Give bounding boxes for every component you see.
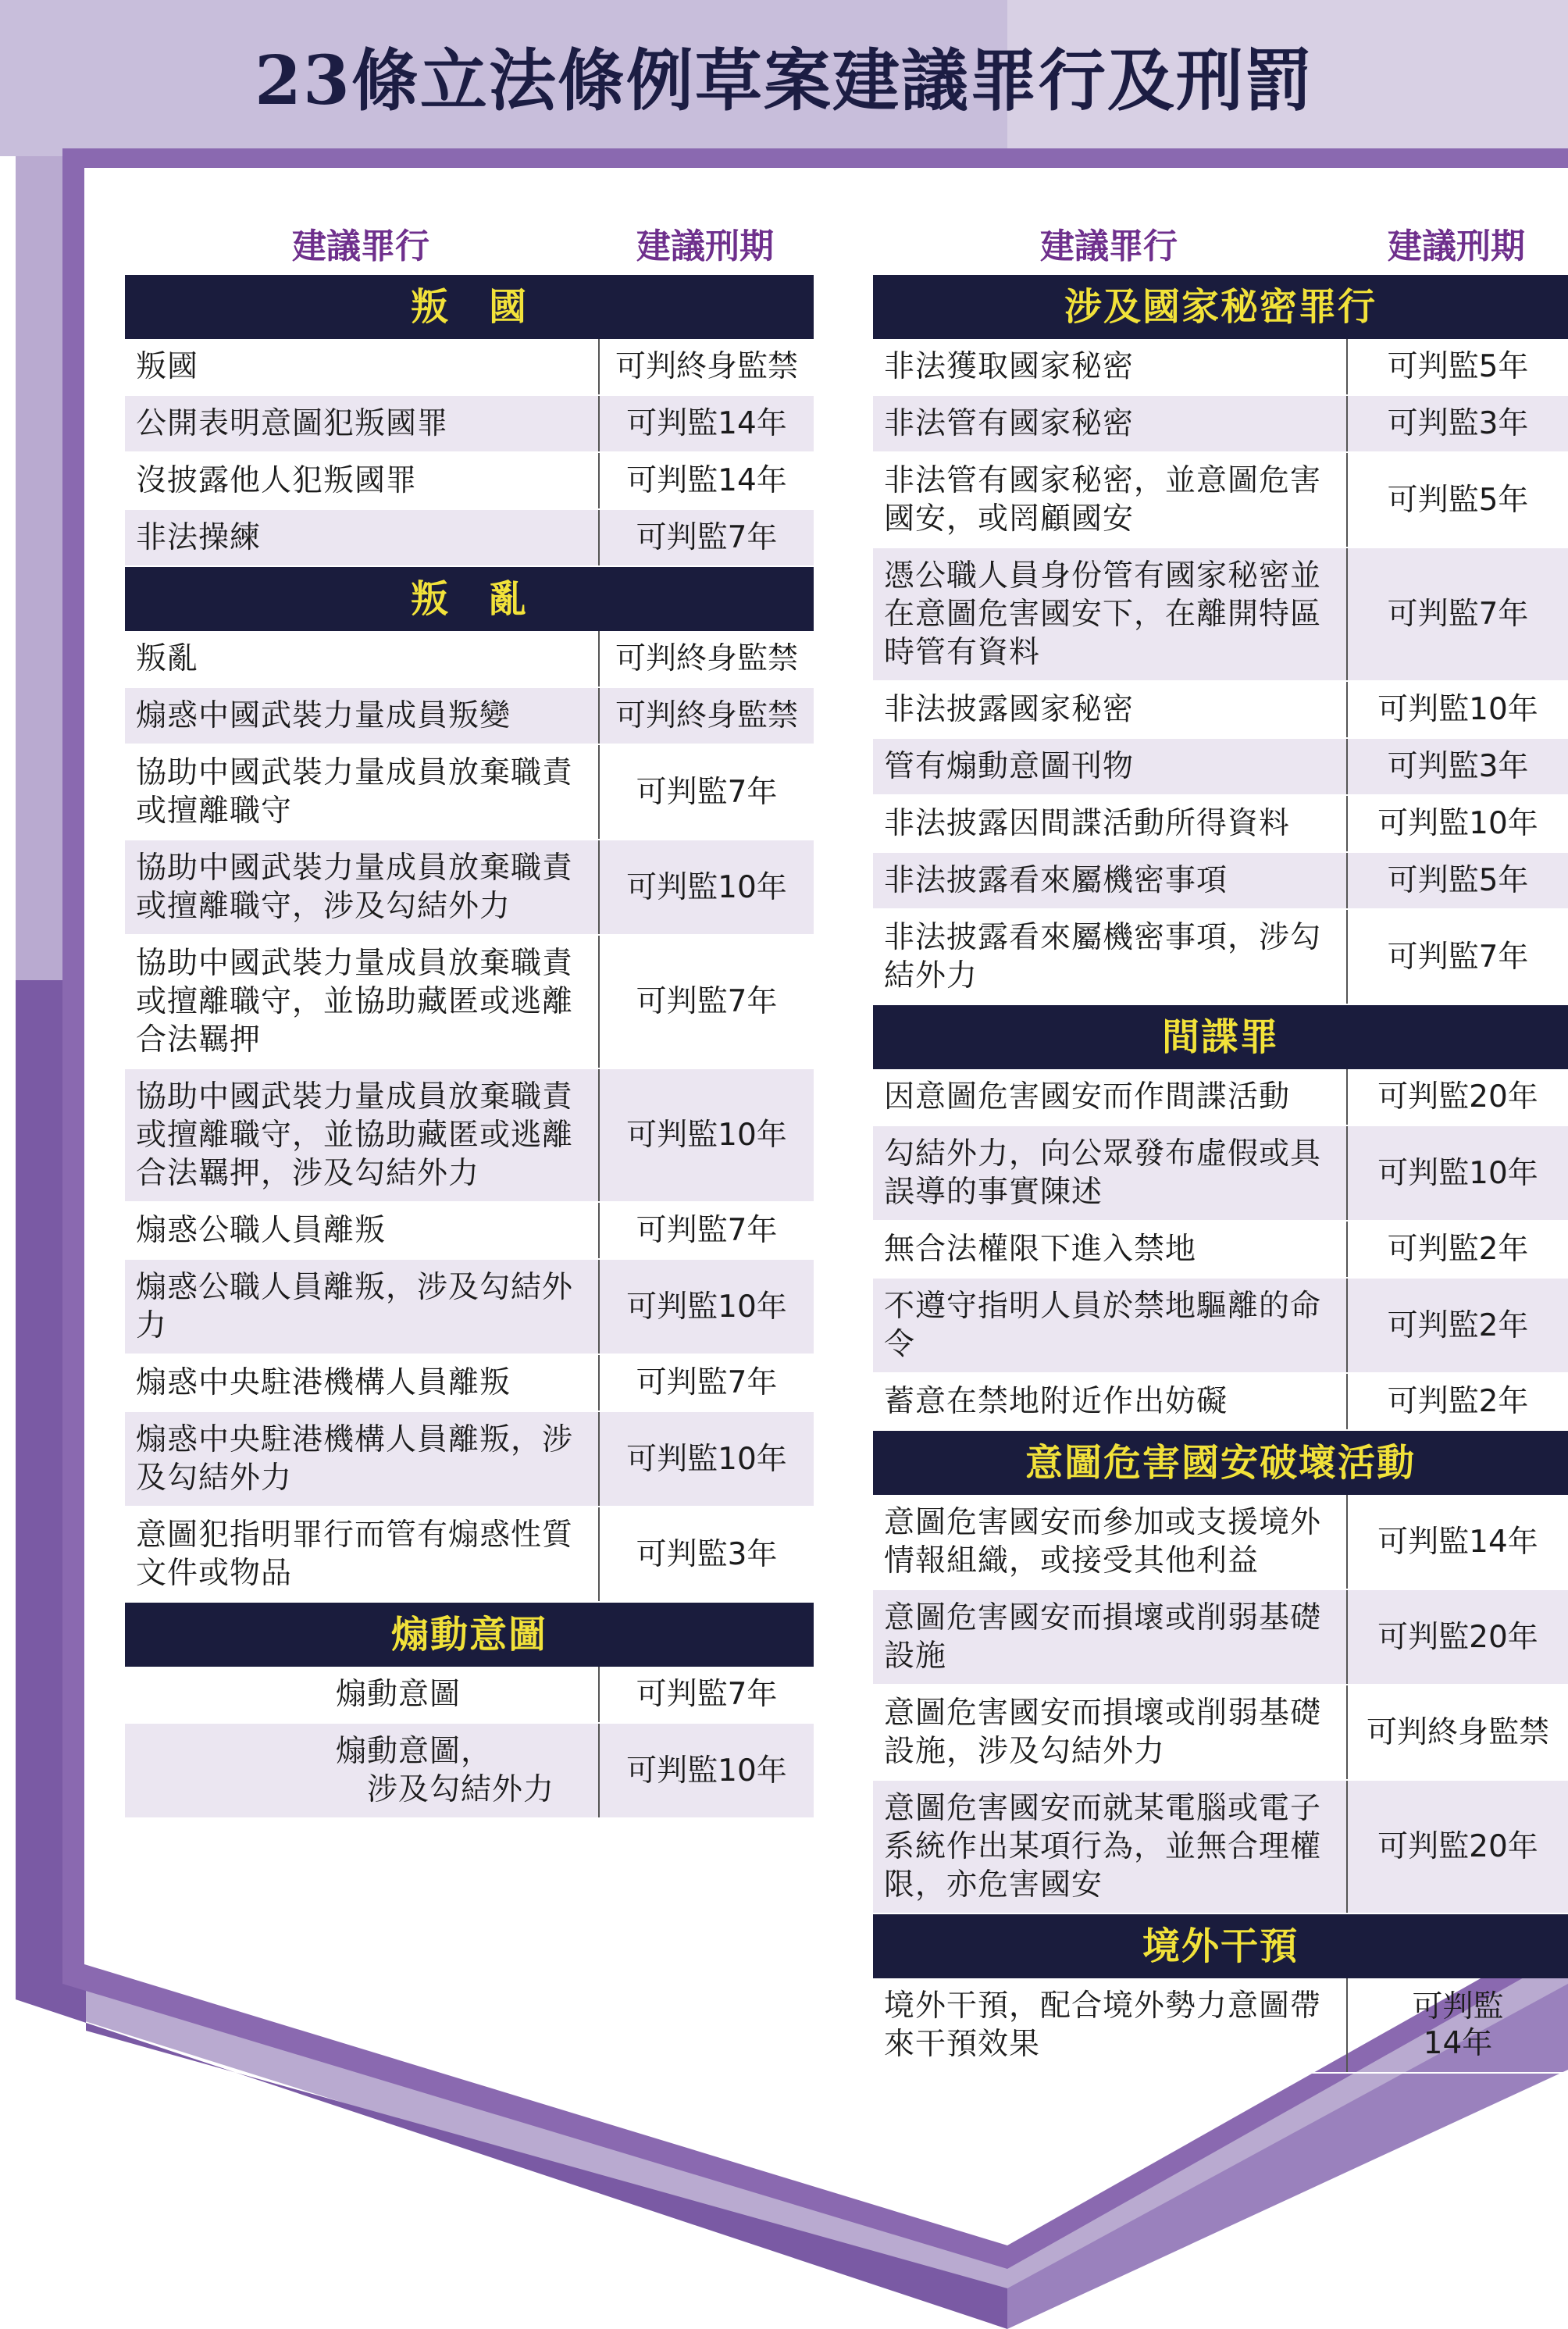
right-table bbox=[873, 211, 1568, 2074]
table-row bbox=[125, 840, 814, 936]
penalty-cell: 可判監10年 bbox=[598, 1724, 814, 1817]
offence-cell: 煽動意圖， 涉及勾結外力 bbox=[336, 1734, 555, 1807]
penalty-cell: 可判監5年 bbox=[1346, 453, 1568, 547]
table-row bbox=[873, 453, 1568, 548]
section-heading: 間諜罪 bbox=[873, 1005, 1568, 1069]
table-row bbox=[125, 936, 814, 1069]
offence-cell: 勾結外力，向公眾發布虛假或具誤導的事實陳述 bbox=[884, 1136, 1322, 1210]
table-row bbox=[873, 1374, 1568, 1431]
table-row bbox=[125, 1260, 814, 1355]
penalty-cell: 可判監7年 bbox=[598, 510, 814, 565]
table-row bbox=[125, 339, 814, 396]
section-heading: 意圖危害國安破壞活動 bbox=[873, 1431, 1568, 1495]
offence-cell: 煽惑中央駐港機構人員離叛，涉及勾結外力 bbox=[136, 1422, 574, 1496]
offence-cell: 非法披露看來屬機密事項，涉勾結外力 bbox=[884, 920, 1322, 993]
penalty-cell: 可判監20年 bbox=[1346, 1069, 1568, 1125]
penalty-cell: 可判監20年 bbox=[1346, 1590, 1568, 1684]
penalty-cell: 可判終身監禁 bbox=[598, 339, 814, 394]
offence-cell: 非法操練 bbox=[136, 520, 262, 555]
offence-cell: 煽惑中國武裝力量成員叛變 bbox=[136, 698, 511, 733]
offence-cell: 憑公職人員身份管有國家秘密並在意圖危害國安下，在離開特區時管有資料 bbox=[884, 558, 1322, 670]
table-header bbox=[125, 211, 814, 275]
table-row bbox=[125, 745, 814, 840]
penalty-cell: 可判終身監禁 bbox=[598, 631, 814, 687]
penalty-cell: 可判監10年 bbox=[598, 840, 814, 934]
penalty-cell: 可判終身監禁 bbox=[598, 688, 814, 744]
table-row bbox=[125, 631, 814, 688]
table-row bbox=[873, 1069, 1568, 1126]
penalty-cell: 可判監10年 bbox=[1346, 682, 1568, 737]
table-row bbox=[125, 453, 814, 510]
penalty-cell: 可判監10年 bbox=[598, 1260, 814, 1354]
table-row bbox=[873, 739, 1568, 796]
offence-cell: 不遵守指明人員於禁地驅離的命令 bbox=[884, 1289, 1322, 1362]
table-row bbox=[873, 1978, 1568, 2074]
penalty-cell: 可判監7年 bbox=[598, 745, 814, 839]
offence-cell: 煽惑公職人員離叛 bbox=[136, 1213, 387, 1248]
penalty-cell: 可判監7年 bbox=[598, 1203, 814, 1258]
offence-cell: 意圖犯指明罪行而管有煽惑性質文件或物品 bbox=[136, 1518, 574, 1591]
penalty-cell: 可判監2年 bbox=[1346, 1374, 1568, 1429]
table-row bbox=[873, 1590, 1568, 1685]
table-row bbox=[125, 1069, 814, 1203]
penalty-cell: 可判監10年 bbox=[1346, 1126, 1568, 1220]
penalty-cell: 可判監3年 bbox=[1346, 396, 1568, 451]
table-row bbox=[873, 1781, 1568, 1914]
penalty-cell: 可判監10年 bbox=[598, 1069, 814, 1201]
penalty-cell: 可判監5年 bbox=[1346, 339, 1568, 394]
section-heading: 叛 國 bbox=[125, 275, 814, 339]
penalty-cell: 可判監2年 bbox=[1346, 1222, 1568, 1277]
penalty-cell: 可判監7年 bbox=[598, 1355, 814, 1411]
offence-cell: 非法獲取國家秘密 bbox=[884, 349, 1135, 384]
penalty-cell: 可判終身監禁 bbox=[1346, 1685, 1568, 1779]
penalty-cell: 可判監 14年 bbox=[1346, 1978, 1568, 2072]
offence-cell: 非法披露國家秘密 bbox=[884, 692, 1135, 727]
section-heading: 叛 亂 bbox=[125, 567, 814, 631]
table-row bbox=[873, 1495, 1568, 1590]
table-row bbox=[873, 853, 1568, 910]
offence-cell: 協助中國武裝力量成員放棄職責或擅離職守，涉及勾結外力 bbox=[136, 851, 574, 924]
offence-cell: 叛亂 bbox=[136, 641, 199, 676]
penalty-cell: 可判監10年 bbox=[598, 1412, 814, 1506]
offence-cell: 協助中國武裝力量成員放棄職責或擅離職守 bbox=[136, 755, 574, 829]
offence-cell: 煽惑公職人員離叛，涉及勾結外力 bbox=[136, 1270, 574, 1343]
offence-cell: 非法披露看來屬機密事項 bbox=[884, 863, 1228, 898]
table-header bbox=[873, 211, 1568, 275]
penalty-cell: 可判監14年 bbox=[1346, 1495, 1568, 1589]
offence-cell: 意圖危害國安而參加或支援境外情報組織，或接受其他利益 bbox=[884, 1505, 1322, 1578]
offence-cell: 協助中國武裝力量成員放棄職責或擅離職守，並協助藏匿或逃離合法羈押，涉及勾結外力 bbox=[136, 1079, 574, 1191]
table-row bbox=[125, 1667, 814, 1724]
penalty-cell: 可判監14年 bbox=[598, 396, 814, 451]
table-row bbox=[125, 688, 814, 745]
offence-cell: 境外干預，配合境外勢力意圖帶來干預效果 bbox=[884, 1988, 1322, 2062]
table-row bbox=[125, 1203, 814, 1260]
section-heading: 境外干預 bbox=[873, 1914, 1568, 1978]
penalty-cell: 可判監20年 bbox=[1346, 1781, 1568, 1913]
offence-cell: 非法披露因間諜活動所得資料 bbox=[884, 806, 1291, 841]
offence-cell: 公開表明意圖犯叛國罪 bbox=[136, 406, 449, 441]
table-row bbox=[873, 796, 1568, 853]
penalty-cell: 可判監7年 bbox=[1346, 910, 1568, 1004]
penalty-cell: 可判監3年 bbox=[1346, 739, 1568, 794]
offence-cell: 非法管有國家秘密，並意圖危害國安，或罔顧國安 bbox=[884, 463, 1322, 537]
offence-cell: 蓄意在禁地附近作出妨礙 bbox=[884, 1384, 1228, 1419]
penalty-cell: 可判監10年 bbox=[1346, 796, 1568, 851]
table-row bbox=[873, 1126, 1568, 1222]
header-offence: 建議罪行 bbox=[1040, 226, 1178, 266]
offence-cell: 因意圖危害國安而作間諜活動 bbox=[884, 1079, 1291, 1115]
offence-cell: 協助中國武裝力量成員放棄職責或擅離職守，並協助藏匿或逃離合法羈押 bbox=[136, 946, 574, 1058]
penalty-cell: 可判監3年 bbox=[598, 1507, 814, 1601]
penalty-cell: 可判監14年 bbox=[598, 453, 814, 508]
section-heading: 煽動意圖 bbox=[125, 1603, 814, 1667]
penalty-cell: 可判監2年 bbox=[1346, 1279, 1568, 1372]
table-row bbox=[125, 1724, 814, 1819]
table-row bbox=[873, 396, 1568, 453]
table-row bbox=[873, 1685, 1568, 1781]
page-title: 23條立法條例草案建議罪行及刑罰 bbox=[255, 41, 1313, 120]
table-row bbox=[125, 1355, 814, 1412]
offence-cell: 意圖危害國安而就某電腦或電子系統作出某項行為，並無合理權限，亦危害國安 bbox=[884, 1791, 1322, 1903]
offence-cell: 意圖危害國安而損壞或削弱基礎設施 bbox=[884, 1600, 1322, 1674]
offence-cell: 煽惑中央駐港機構人員離叛 bbox=[136, 1365, 511, 1400]
penalty-cell: 可判監7年 bbox=[1346, 548, 1568, 680]
header-penalty: 建議刑期 bbox=[1388, 226, 1525, 266]
penalty-cell: 可判監5年 bbox=[1346, 853, 1568, 908]
offence-cell: 叛國 bbox=[136, 349, 199, 384]
header-penalty: 建議刑期 bbox=[636, 226, 774, 266]
offence-cell: 煽動意圖 bbox=[336, 1677, 461, 1712]
table-row bbox=[125, 1507, 814, 1603]
table-row bbox=[873, 1279, 1568, 1374]
left-table bbox=[125, 211, 814, 1819]
section-heading: 涉及國家秘密罪行 bbox=[873, 275, 1568, 339]
penalty-cell: 可判監7年 bbox=[598, 936, 814, 1068]
offence-cell: 管有煽動意圖刊物 bbox=[884, 749, 1135, 784]
table-row bbox=[125, 396, 814, 453]
offence-cell: 意圖危害國安而損壞或削弱基礎設施，涉及勾結外力 bbox=[884, 1696, 1322, 1769]
table-row bbox=[873, 910, 1568, 1005]
table-row bbox=[125, 510, 814, 567]
offence-cell: 非法管有國家秘密 bbox=[884, 406, 1135, 441]
penalty-cell: 可判監7年 bbox=[598, 1667, 814, 1722]
offence-cell: 沒披露他人犯叛國罪 bbox=[136, 463, 418, 498]
offence-cell: 無合法權限下進入禁地 bbox=[884, 1232, 1197, 1267]
table-row bbox=[873, 339, 1568, 396]
table-row bbox=[873, 548, 1568, 682]
table-row bbox=[125, 1412, 814, 1507]
header-offence: 建議罪行 bbox=[292, 226, 429, 266]
table-row bbox=[873, 682, 1568, 739]
table-row bbox=[873, 1222, 1568, 1279]
